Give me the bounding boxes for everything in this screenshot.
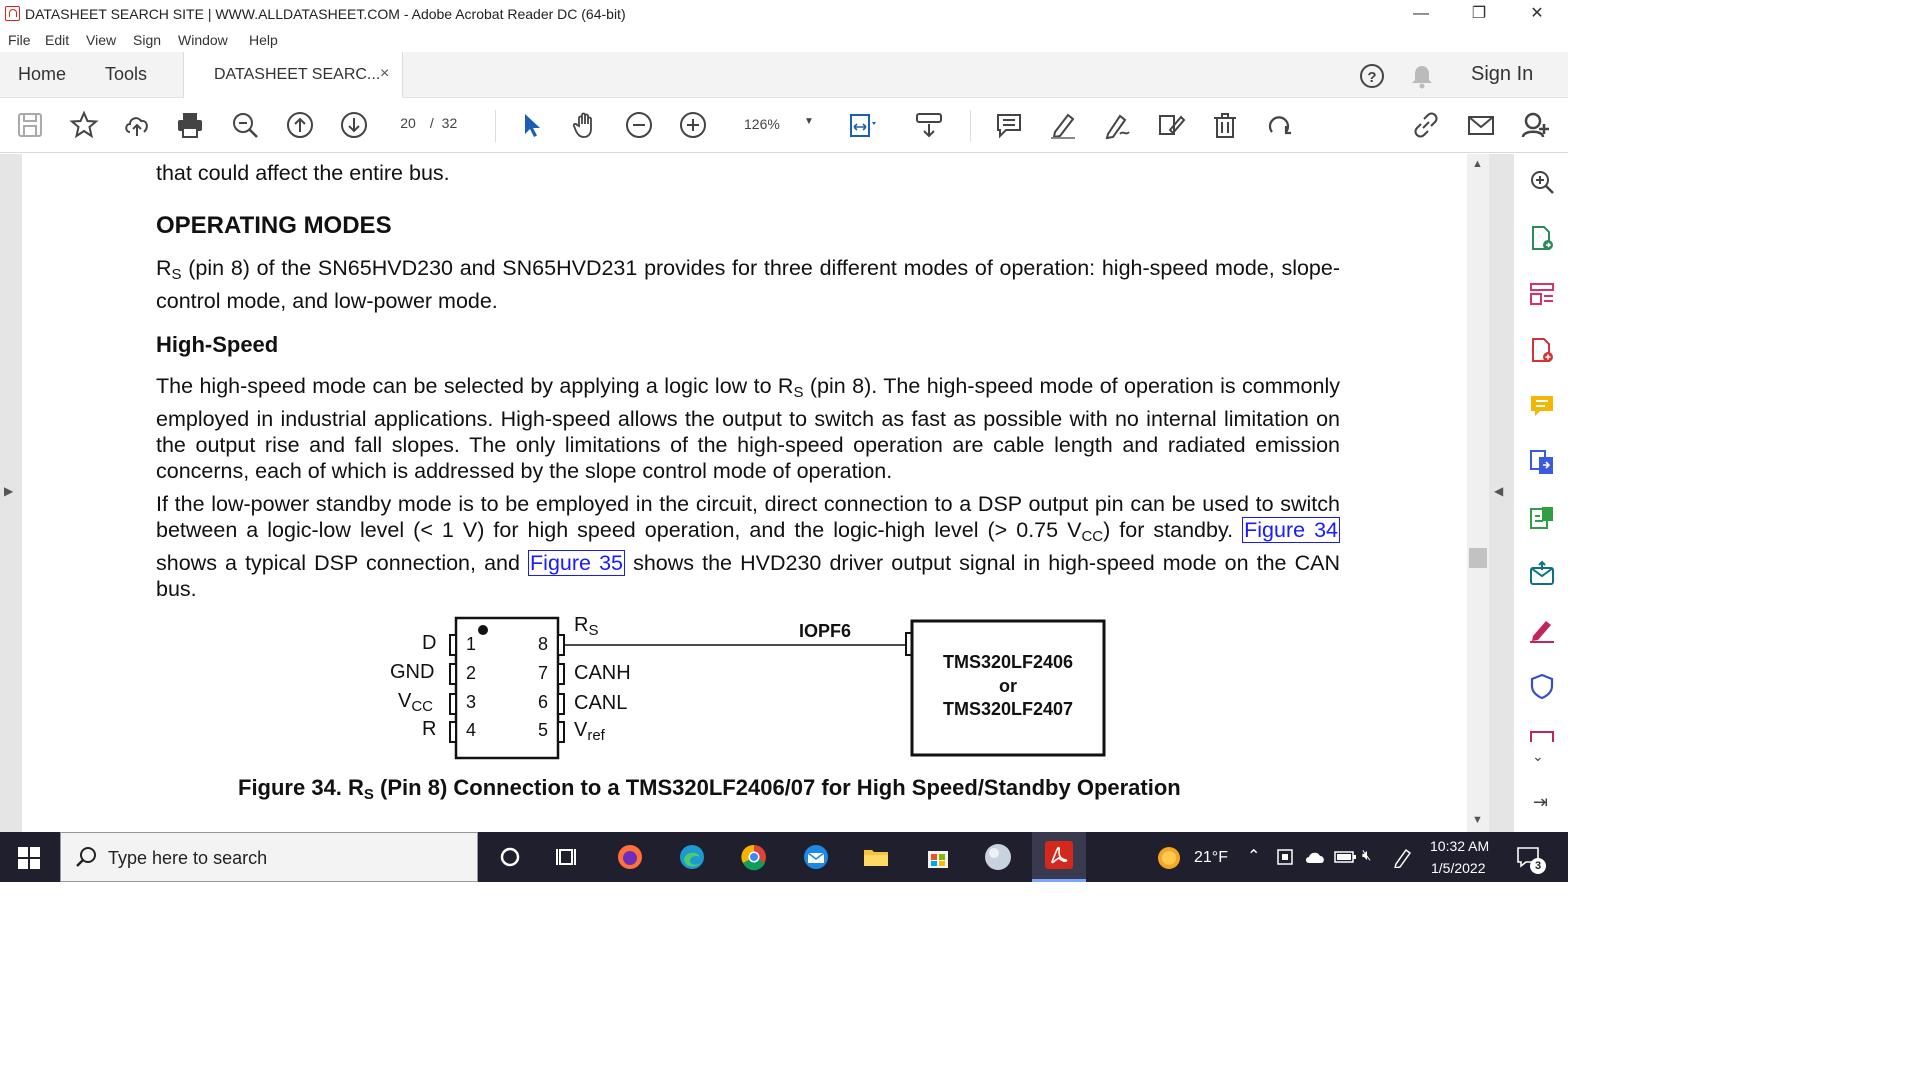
add-user-icon[interactable]: [1520, 110, 1550, 140]
window-title: DATASHEET SEARCH SITE | WWW.ALLDATASHEET.COM - Adobe Acrobat Reader DC (64-bit): [25, 6, 626, 22]
panel-scroll-down-icon[interactable]: ⌄: [1532, 748, 1544, 764]
battery-icon[interactable]: [1334, 849, 1358, 865]
total-pages: 32: [441, 115, 458, 131]
label-gnd: GND: [390, 661, 435, 683]
microsoft-store-icon[interactable]: [922, 841, 954, 873]
hand-tool-icon[interactable]: [570, 110, 600, 140]
draw-signature-icon[interactable]: [1102, 110, 1132, 140]
firefox-icon[interactable]: [614, 841, 646, 873]
fit-page-icon[interactable]: [848, 110, 878, 140]
label-d: D: [422, 632, 437, 654]
fill-and-sign-icon[interactable]: [1528, 616, 1556, 644]
tab-close-icon[interactable]: ×: [380, 65, 390, 82]
restore-button[interactable]: ❐: [1471, 5, 1487, 22]
toolbar: [0, 98, 1568, 153]
text-line-bus: that could affect the entire bus.: [156, 161, 450, 185]
pin-number-2: 2: [466, 663, 477, 683]
pin-number-8: 8: [538, 634, 549, 654]
paragraph-modes: $R_S$ (pin 8) of the SN65HVD230 and SN65HVD231 provides for three different modes of operation: high-speed mode, slope-control mode, and low-power mode.: [156, 256, 1340, 313]
right-panel-collapse-icon[interactable]: ◀: [1494, 484, 1504, 498]
toolbar-divider-2: [970, 110, 971, 142]
pin-number-3: 3: [466, 692, 477, 712]
pin-number-6: 6: [538, 692, 549, 712]
acrobat-app-icon: [5, 6, 20, 21]
search-placeholder: Type here to search: [108, 848, 268, 868]
menu-sign[interactable]: Sign: [133, 32, 162, 48]
menu-edit[interactable]: Edit: [45, 32, 70, 48]
pin-number-4: 4: [466, 720, 477, 740]
pdf-page: [22, 154, 1467, 832]
menu-help[interactable]: Help: [249, 32, 278, 48]
acrobat-taskbar-button[interactable]: [1032, 832, 1086, 882]
paragraph-high-speed: The high-speed mode can be selected by applying a logic low to $R_S$ (pin 8). The high-speed mode of operation is commonly employed in industrial applications. High-speed allows the output to switch as fast as possible with no internal limitation on the output rise and fall slopes. The only limitations of the high-speed operation are cable length and radiated emission concerns, each of which is addressed by the slope control mode of operation.: [156, 374, 1341, 483]
svg-text:?: ?: [1367, 69, 1377, 86]
heading-high-speed: High-Speed: [156, 332, 279, 357]
collapse-panel-icon[interactable]: ⇥: [1533, 792, 1549, 812]
figure-caption: Figure 34. $R_S$ (Pin 8) Connection to a TMS320LF2406/07 for High Speed/Standby Operation: [238, 775, 1181, 803]
edit-pdf-icon[interactable]: [1528, 504, 1556, 532]
delete-trash-icon[interactable]: [1210, 110, 1240, 140]
more-tools-icon[interactable]: [1528, 728, 1556, 742]
pin-number-7: 7: [538, 663, 549, 683]
notification-count-badge: 3: [1530, 858, 1546, 874]
page-indicator: [390, 114, 457, 132]
menu-window[interactable]: Window: [178, 32, 228, 48]
close-button[interactable]: ✕: [1530, 5, 1544, 22]
title-bar: [0, 0, 1568, 30]
label-canl: CANL: [574, 692, 628, 714]
volume-muted-icon[interactable]: 🔇︎: [1362, 847, 1372, 864]
file-explorer-icon[interactable]: [860, 841, 892, 873]
email-icon[interactable]: [1466, 110, 1496, 140]
next-page-icon[interactable]: [339, 110, 369, 140]
pin1-dot: [478, 625, 488, 635]
chevron-down-icon: ▼: [804, 116, 814, 127]
scroll-up-icon[interactable]: ▲: [1472, 158, 1483, 170]
dsp-label-1: TMS320LF2406: [942, 652, 1074, 672]
acrobat-reader-icon: [1044, 840, 1074, 870]
right-tools-panel: [1513, 154, 1568, 832]
help-icon[interactable]: [1358, 62, 1386, 90]
pin-3: [450, 694, 456, 714]
mail-app-icon[interactable]: [800, 841, 832, 873]
heading-operating-modes: OPERATING MODES: [156, 212, 392, 239]
label-rs: $R_S$: [574, 614, 599, 639]
toolbar-divider: [495, 110, 496, 142]
label-vcc: $V_{CC}$: [398, 690, 434, 715]
pin-2: [450, 664, 456, 684]
pin-7: [558, 664, 564, 684]
pin-8: [558, 635, 564, 655]
bookmark-star-icon[interactable]: [69, 110, 99, 140]
zoom-search-icon[interactable]: [230, 110, 260, 140]
minimize-button[interactable]: —: [1413, 5, 1429, 22]
export-pdf-icon[interactable]: [1528, 224, 1556, 252]
task-view-icon[interactable]: [552, 841, 584, 873]
taskbar-search-box[interactable]: [60, 832, 478, 882]
network-status-icon[interactable]: [1276, 848, 1294, 866]
input-pen-icon[interactable]: [1392, 846, 1414, 868]
rotate-icon[interactable]: [1264, 110, 1294, 140]
menu-bar: [0, 30, 1568, 52]
dsp-label-2: TMS320LF2407: [942, 699, 1074, 719]
windows-taskbar: [0, 832, 1568, 882]
figure-35-link[interactable]: Figure 35: [530, 551, 623, 575]
figure-34-diagram: [22, 609, 1467, 769]
left-panel-expand-icon[interactable]: ▶: [4, 484, 14, 498]
scroll-thumb[interactable]: [1469, 548, 1487, 568]
page-separator: /: [429, 115, 434, 131]
label-r: R: [422, 718, 437, 740]
paragraph-standby: If the low-power standby mode is to be employed in the circuit, direct connection to a DSP output pin can be used to switch between a logic-low level (< 1 V) for high speed operation, and the logic-high level (> 0.75 $V_{CC}$) for standby. Figure 34 shows a typical DSP connection, and Figure 35 shows the HVD230 driver output signal in high-speed mode on the CAN bus.: [156, 492, 1340, 601]
tab-bar: [0, 52, 1568, 98]
menu-view[interactable]: View: [86, 32, 117, 48]
highlight-pen-icon[interactable]: [1048, 110, 1078, 140]
edge-icon[interactable]: [676, 841, 708, 873]
clock-date[interactable]: 1/5/2022: [1431, 860, 1486, 876]
windows-start-icon[interactable]: [18, 847, 40, 869]
zoom-value: 126%: [744, 116, 780, 132]
share-link-icon[interactable]: [1411, 110, 1441, 140]
menu-file[interactable]: File: [8, 32, 31, 48]
pin-number-1: 1: [466, 634, 477, 654]
weather-sun-icon[interactable]: [1156, 845, 1182, 871]
tab-tools[interactable]: Tools: [105, 64, 148, 84]
label-canh: CANH: [574, 662, 631, 684]
create-pdf-icon[interactable]: [1528, 336, 1556, 364]
current-page-input[interactable]: 20: [400, 115, 416, 131]
chrome-icon[interactable]: [738, 841, 770, 873]
send-for-review-icon[interactable]: [1528, 560, 1556, 588]
tab-document-label: DATASHEET SEARC...: [214, 66, 381, 83]
tab-document[interactable]: [183, 52, 403, 98]
figure-34-link[interactable]: Figure 34: [1244, 518, 1338, 542]
pin-4: [450, 722, 456, 742]
pin-number-5: 5: [538, 720, 549, 740]
zoom-select[interactable]: [744, 116, 814, 132]
cortana-icon[interactable]: [494, 841, 526, 873]
pin-5: [558, 722, 564, 742]
pin-6: [558, 694, 564, 714]
notification-bell-icon[interactable]: [1408, 62, 1436, 90]
upload-cloud-icon[interactable]: [122, 110, 152, 140]
vertical-scrollbar[interactable]: [1467, 154, 1489, 832]
document-viewport[interactable]: [0, 154, 1520, 832]
weather-temperature[interactable]: 21°F: [1194, 849, 1228, 866]
onedrive-cloud-icon[interactable]: [1304, 848, 1326, 866]
label-iopf6: IOPF6: [799, 621, 852, 641]
search-icon: [75, 846, 97, 868]
search-zoom-icon[interactable]: [1528, 168, 1556, 196]
fill-sign-icon[interactable]: [1156, 110, 1186, 140]
organize-pages-icon[interactable]: [1528, 280, 1556, 308]
tab-home[interactable]: Home: [18, 64, 67, 84]
pin-1: [450, 635, 456, 655]
combine-files-icon[interactable]: [1528, 448, 1556, 476]
dsp-label-or: or: [999, 676, 1017, 696]
show-hidden-icons-chevron-icon[interactable]: ⌃: [1247, 848, 1261, 865]
label-vref: $V_{ref}$: [574, 719, 605, 744]
print-icon[interactable]: [175, 110, 205, 140]
zoom-in-icon[interactable]: [678, 110, 708, 140]
select-pointer-icon[interactable]: [517, 110, 547, 140]
protect-shield-icon[interactable]: [1528, 672, 1556, 700]
comment-tool-icon[interactable]: [1528, 392, 1556, 420]
app-sphere-icon[interactable]: [982, 841, 1014, 873]
sign-in-button[interactable]: Sign In: [1471, 63, 1534, 85]
zoom-out-icon[interactable]: [624, 110, 654, 140]
comment-icon[interactable]: [994, 110, 1024, 140]
scroll-mode-icon[interactable]: [914, 110, 944, 140]
save-icon[interactable]: [15, 110, 45, 140]
scroll-down-icon[interactable]: ▼: [1472, 814, 1483, 826]
previous-page-icon[interactable]: [285, 110, 315, 140]
clock-time[interactable]: 10:32 AM: [1430, 838, 1490, 854]
